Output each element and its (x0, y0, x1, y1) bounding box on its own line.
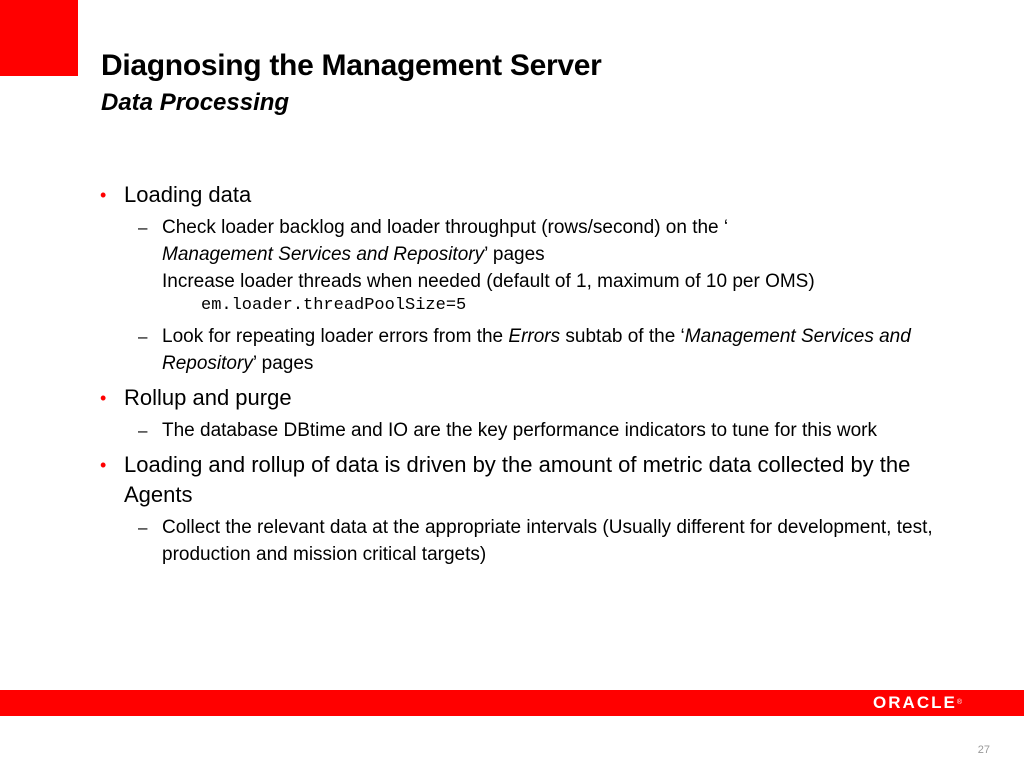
sub-bullet-item (100, 214, 940, 317)
sub-bullet-text: Look for repeating loader errors from the (162, 326, 509, 347)
sub-bullet-item (100, 323, 940, 377)
config-code: em.loader.threadPoolSize=5 (201, 296, 467, 315)
bullet-icon: • (100, 388, 107, 408)
sub-bullet-text: ’ pages (484, 244, 545, 265)
bullet-icon: • (100, 185, 107, 205)
emphasis-text: Management Services and Repository (162, 326, 911, 374)
dash-icon: – (138, 218, 148, 237)
bullet-item (100, 180, 940, 210)
emphasis-text: Management Services and Repository (162, 244, 485, 265)
sub-bullet-text: Increase loader threads when needed (default of 1, maximum of 10 per OMS) (162, 271, 815, 292)
footer-bar (0, 690, 1024, 716)
page-subtitle: Data Processing (101, 89, 290, 116)
sub-bullet-text: Check loader backlog and loader throughput (rows/second) on the ‘ (162, 217, 729, 238)
corner-accent-block (0, 0, 78, 76)
bullet-icon: • (100, 455, 107, 475)
bullet-item (100, 450, 940, 510)
dash-icon: – (138, 421, 148, 440)
logo-text: ORACLE (873, 693, 957, 712)
bullet-list (100, 180, 940, 574)
bullet-text: Loading and rollup of data is driven by the amount of metric data collected by the Agents (124, 452, 911, 507)
sub-bullet-item (100, 514, 940, 568)
page-title: Diagnosing the Management Server (101, 49, 602, 82)
sub-bullet-text: Collect the relevant data at the appropriate intervals (Usually different for development, test, production and mission critical targets) (162, 517, 933, 565)
bullet-item (100, 383, 940, 413)
bullet-text: Loading data (124, 182, 252, 207)
sub-bullet-text: subtab of the ‘ (560, 326, 685, 347)
sub-bullet-item (100, 417, 940, 444)
bullet-text: Rollup and purge (124, 385, 292, 410)
registered-mark: ® (956, 699, 962, 706)
sub-bullet-text: ’ pages (252, 353, 314, 374)
dash-icon: – (138, 327, 148, 346)
dash-icon: – (138, 518, 148, 537)
page-number: 27 (977, 744, 990, 756)
oracle-logo (873, 693, 962, 713)
sub-bullet-text: The database DBtime and IO are the key performance indicators to tune for this work (162, 420, 877, 441)
emphasis-text: Errors (508, 326, 561, 347)
